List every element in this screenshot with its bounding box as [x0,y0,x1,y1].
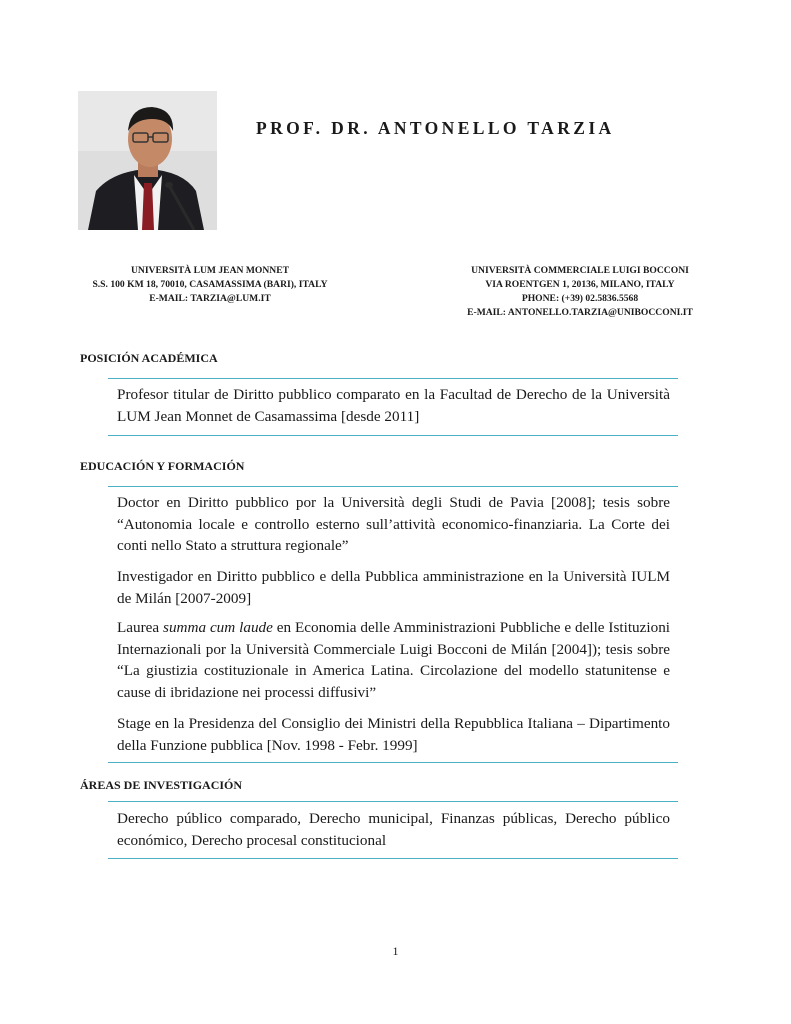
education-item-researcher: Investigador en Diritto pubblico e della Pubblica amministrazione en la Università IULM de Milán [2007-2009] [117,568,670,607]
laurea-text: Laurea [117,619,164,636]
section-divider [108,858,678,859]
section-divider [108,762,678,763]
address-lum-line: UNIVERSITÀ LUM JEAN MONNET [130,265,290,276]
section-divider [108,435,678,436]
address-bocconi-phone: PHONE: (+39) 02.5836.5568 [521,293,639,304]
address-lum-line: S.S. 100 KM 18, 70010, CASAMASSIMA (BARI), ITALY [92,279,328,290]
research-item: Derecho público comparado, Derecho municipal, Finanzas públicas, Derecho público económico, Derecho procesal constitucional [117,810,670,849]
education-item-stage: Stage en la Presidenza del Consiglio dei Ministri della Repubblica Italiana – Dipartimento della Funzione pubblica [Nov. 1998 - Febr. 1999] [117,715,670,754]
address-bocconi-email: E-MAIL: ANTONELLO.TARZIA@UNIBOCCONI.IT [467,307,693,318]
section-divider [108,486,678,487]
address-lum [50,264,370,306]
education-item-laurea [117,617,670,703]
portrait-image [78,91,217,230]
section-title-education: EDUCACIÓN Y FORMACIÓN [80,459,245,473]
section-divider [108,801,678,802]
education-item-doctorate: Doctor en Diritto pubblico por la Università degli Studi de Pavia [2008]; tesis sobre “Autonomia locale e controllo esterno sull’attività economico-finanziaria. La Corte dei conti nello Stato a struttura regionale” [117,494,670,554]
person-name: PROF. DR. ANTONELLO TARZIA [256,118,615,138]
address-lum-email: E-MAIL: TARZIA@LUM.IT [149,293,271,304]
address-bocconi [420,264,740,320]
page-number: 1 [392,944,399,958]
address-bocconi-line: VIA ROENTGEN 1, 20136, MILANO, ITALY [485,279,675,290]
section-title-academic: POSICIÓN ACADÉMICA [80,351,218,365]
laurea-text: en Economia delle Amministrazioni Pubbliche e delle Istituzioni Internazionali por la Università Commerciale Luigi Bocconi de Milán [2004]); tesis sobre “La giustizia costituzionale in America Latina. Circolazione del modello statunitense e cause di ibridazione nei processi diffusivi” [117,619,671,701]
academic-item: Profesor titular de Diritto pubblico comparato en la Facultad de Derecho de la Università LUM Jean Monnet de Casamassima [desde 2011] [117,386,670,425]
profile-photo [78,91,217,230]
section-title-research: ÁREAS DE INVESTIGACIÓN [80,778,243,792]
laurea-honor: summa cum laude [163,619,273,636]
address-bocconi-line: UNIVERSITÀ COMMERCIALE LUIGI BOCCONI [471,265,689,276]
section-divider [108,378,678,379]
